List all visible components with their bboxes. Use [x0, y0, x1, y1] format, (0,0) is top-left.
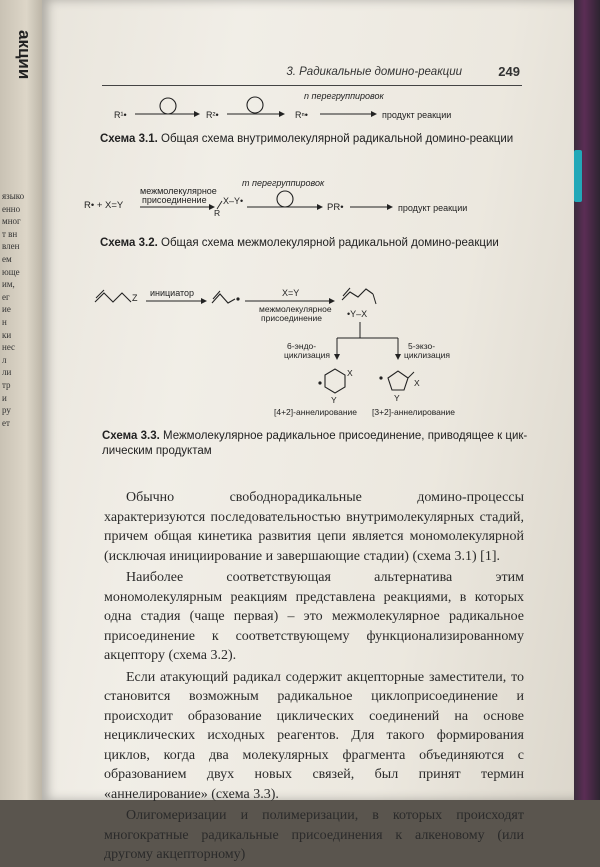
scheme3-z-label: Z — [132, 293, 138, 303]
scheme3-six-ring-y: Y — [331, 395, 337, 405]
paragraph-3: Если атакующий радикал содержит акцепторные заместители, то становится возможным радикальное циклоприсоединение и происходит образование циклических соединений на основе нециклических исходных реагентов. Для такого формирования циклов, когда два молекулярных фрагмента объединяются с образованием двух новых связей, был принят термин «аннелирование» (схема 3.3). — [104, 669, 524, 802]
scheme2-reactants: R• + X=Y — [84, 200, 124, 211]
scheme-3-2-caption — [100, 237, 540, 249]
left-page-line: ки — [2, 329, 12, 340]
scheme-3-3-label: Схема 3.3. — [102, 430, 160, 442]
scheme2-rearrangement-label: m перегруппировок — [242, 178, 325, 188]
paragraph-1: Обычно свободнорадикальные домино-процессы характеризуются последовательностью внутримолекулярных стадий, причем общая кинетика развития цепи является мономолекулярной (исключая инициирование и завершающие стадии) (схема 3.1) [1]. — [104, 490, 524, 564]
scheme3-arrowhead-left — [334, 354, 340, 360]
scheme1-arrowhead-2 — [279, 111, 285, 117]
page-number: 249 — [498, 64, 520, 79]
scheme3-exo-line1: 5-экзо- — [408, 341, 436, 351]
scheme-3-1-caption — [100, 133, 540, 145]
scheme1-radical-r2: R²• — [206, 110, 219, 120]
scheme3-six-ring-x: X — [347, 368, 353, 378]
left-page-line: языко — [2, 191, 25, 201]
scheme3-adduct-bond — [373, 294, 376, 304]
scheme-3-3-title-line2: лическим продуктам — [102, 445, 212, 457]
body-text — [104, 488, 524, 867]
bookmark-tab — [574, 150, 582, 202]
left-page-line: и — [2, 392, 7, 403]
left-page-edge — [0, 0, 44, 800]
scheme3-exo-line2: циклизация — [404, 350, 450, 360]
left-page-line: им, — [2, 279, 15, 290]
scheme3-six-ring — [325, 369, 345, 393]
left-page-line: ег — [2, 291, 10, 302]
scheme3-endo-line1: 6-эндо- — [287, 341, 317, 351]
scheme2-r-label: R — [214, 208, 221, 218]
scheme3-endo-line2: циклизация — [284, 350, 330, 360]
paragraph-2: Наиболее соответствующая альтернатива этим мономолекулярным реакциям представлена реакциями, в которых одна стадия (чаще первая) – это межмолекулярное радикальное присоединение к соответствующему функционализированному акцептору (схема 3.2). — [104, 570, 524, 663]
left-page-line: влен — [2, 241, 20, 252]
book-cover-edge — [574, 0, 600, 800]
scheme3-five-ring — [388, 371, 408, 390]
scheme3-initiator: инициатор — [150, 288, 195, 298]
scheme2-arrowhead-2 — [317, 204, 323, 210]
left-page-line: ли — [2, 367, 12, 378]
scheme1-radical-rn: Rⁿ• — [295, 110, 308, 120]
scheme3-five-ring-x: X — [414, 378, 420, 388]
left-page-line: юще — [2, 266, 20, 277]
scheme-3-1-title: Общая схема внутримолекулярной радикальной домино-реакции — [161, 133, 514, 145]
scheme3-arrowhead-right — [395, 354, 401, 360]
scheme3-five-ring-radical — [379, 376, 382, 379]
left-page-line: ем — [2, 253, 12, 264]
scheme3-radical-dot — [236, 297, 239, 300]
scheme2-arrowhead-3 — [387, 204, 393, 210]
scheme-3-3-caption-line1 — [102, 429, 542, 444]
paragraph-4: Олигомеризации и полимеризации, в которых происходят многократные радикальные присоединения к алкеновому (или другому акцепторному) — [104, 808, 524, 862]
scheme1-product: продукт реакции — [382, 110, 452, 120]
book-page — [42, 0, 576, 862]
scheme1-ring-1 — [160, 98, 176, 114]
scheme1-ring-2 — [247, 97, 263, 113]
scheme1-radical-r1: R¹• — [114, 110, 127, 120]
scheme3-step-line2: присоединение — [261, 313, 322, 323]
scheme1-arrowhead-3 — [371, 111, 377, 117]
chapter-title: 3. Радикальные домино-реакции — [286, 66, 462, 78]
scheme2-step-line2: присоединение — [142, 195, 207, 205]
scheme3-annelation-4-2: [4+2]-аннелирование — [274, 407, 358, 417]
left-page-line: т вн — [2, 228, 18, 239]
left-page-line: нес — [2, 342, 16, 353]
scheme2-step-line1: межмолекулярное — [140, 186, 217, 196]
scheme2-intermediate: X–Y• — [223, 196, 244, 206]
scheme3-five-ring-y: Y — [394, 393, 400, 403]
scheme3-radical-chain — [212, 294, 235, 303]
scheme2-product: продукт реакции — [398, 203, 468, 213]
left-page-line: мног — [2, 216, 21, 227]
left-page-title: акции — [15, 30, 34, 80]
scheme3-xy: X=Y — [282, 288, 300, 298]
scheme1-arrowhead-1 — [194, 111, 200, 117]
scheme-3-3-title-line1: Межмолекулярное радикальное присоединение, приводящее к цик- — [163, 430, 528, 442]
scheme3-adduct-chain — [342, 289, 373, 300]
scheme3-six-ring-radical — [318, 381, 321, 384]
left-page-line: енно — [2, 203, 21, 214]
scheme-3-1-label: Схема 3.1. — [100, 133, 158, 145]
left-page-line: ие — [2, 304, 11, 315]
scheme3-radical-label: •Y–X — [347, 309, 368, 319]
left-page-line: тр — [2, 379, 11, 390]
scheme2-radical-pr: PR• — [327, 202, 344, 213]
scheme3-annelation-3-2: [3+2]-аннелирование — [372, 407, 456, 417]
left-page-line: н — [2, 316, 7, 327]
scheme-3-2-label: Схема 3.2. — [100, 237, 158, 249]
scheme1-rearrangement-label: n перегруппировок — [304, 91, 384, 101]
scheme2-ring — [277, 191, 293, 207]
left-page-line: ру — [2, 405, 11, 416]
scheme-3-2-title: Общая схема межмолекулярной радикальной домино-реакции — [161, 237, 499, 249]
left-page-line: л — [2, 354, 7, 365]
scheme-3-3-caption — [102, 429, 542, 459]
left-page-text — [2, 190, 38, 429]
scheme3-arrowhead-1 — [201, 298, 207, 304]
scheme3-alkene-chain — [95, 293, 131, 302]
scheme3-step-line1: межмолекулярное — [259, 304, 332, 314]
left-page-line: ет — [2, 417, 10, 428]
